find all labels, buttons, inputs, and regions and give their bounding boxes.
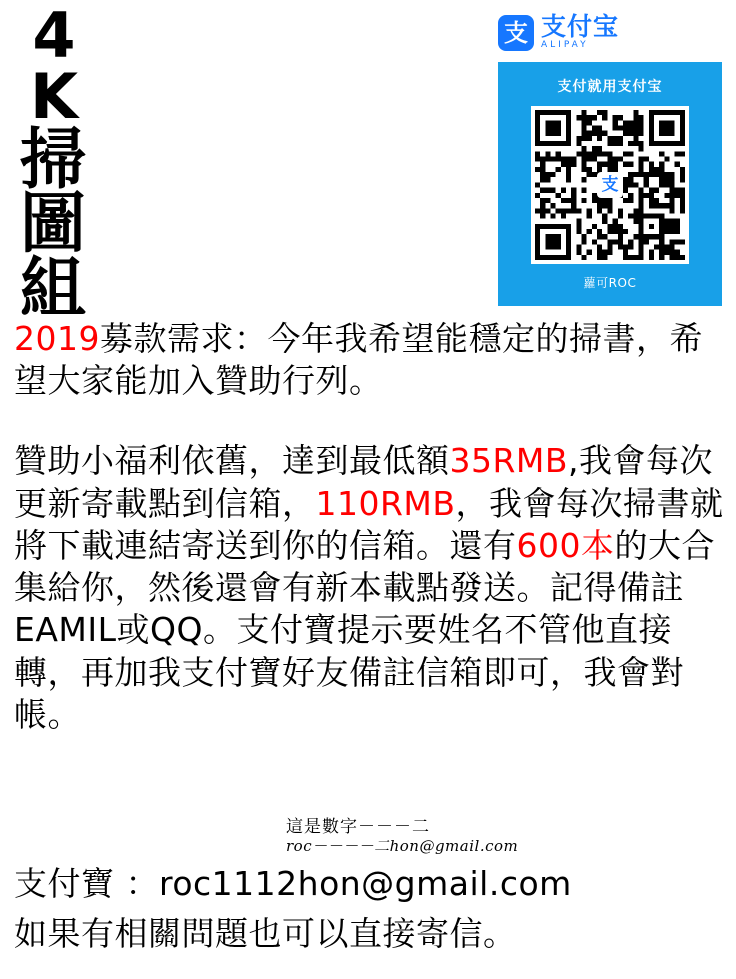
annotation-line-2: roc－－－－二hon@gmail.com (286, 836, 519, 855)
annotation-line-1: 這是數字－－－二 (286, 817, 430, 837)
title-char-4: 圖 (20, 185, 86, 263)
alipay-name-cn: 支付宝 (541, 12, 620, 41)
email-annotation (286, 818, 518, 855)
alipay-icon: 支 (498, 15, 534, 51)
alipay-email-value: roc1112hon@gmail.com (159, 864, 572, 903)
amount-35rmb: 35RMB (449, 441, 569, 481)
page-title-vertical (14, 0, 92, 327)
p2-segment-d: 的大合集給你，然後還會有新本載點發送。記得備註EAMIL或QQ。支付寶提示要姓名不管他直接轉，再加我支付寶好友備註信箱即可，我會對帳。 (14, 525, 715, 734)
year-highlight: 2019 (14, 319, 100, 358)
qr-account-name: 蘿可ROC (583, 276, 637, 290)
title-char-5: 組 (20, 249, 86, 327)
alipay-email-label: 支付寶 ： (14, 864, 159, 903)
alipay-name-en: ALIPAY (541, 40, 589, 51)
p2-segment-c: ，我會每次掃書就將下載連結寄送到你的信箱。還有 (14, 483, 724, 565)
alipay-wordmark (541, 14, 619, 51)
qr-center-logo-icon: 支 (597, 172, 623, 198)
count-600: 600本 (516, 525, 615, 565)
title-char-2: K (29, 59, 77, 133)
body-text (14, 318, 724, 740)
closing-line: 如果有相關問題也可以直接寄信。 (14, 914, 517, 953)
paragraph-1 (14, 318, 724, 402)
alipay-logo (498, 14, 619, 51)
title-char-1: 4 (32, 0, 74, 72)
alipay-email-line (14, 858, 572, 905)
qr-card-title: 支付就用支付宝 (557, 79, 663, 95)
p2-segment-b: ,我會每次更新寄載點到信箱， (14, 441, 714, 523)
paragraph-2 (14, 440, 724, 736)
paragraph-1-rest: 募款需求：今年我希望能穩定的掃書，希望大家能加入贊助行列。 (14, 319, 703, 401)
p2-segment-a: 贊助小福利依舊，達到最低額 (14, 441, 450, 481)
amount-110rmb: 110RMB (315, 483, 456, 523)
title-char-3: 掃 (20, 120, 86, 198)
qr-code-image (531, 106, 689, 264)
alipay-qr-card (498, 62, 722, 306)
